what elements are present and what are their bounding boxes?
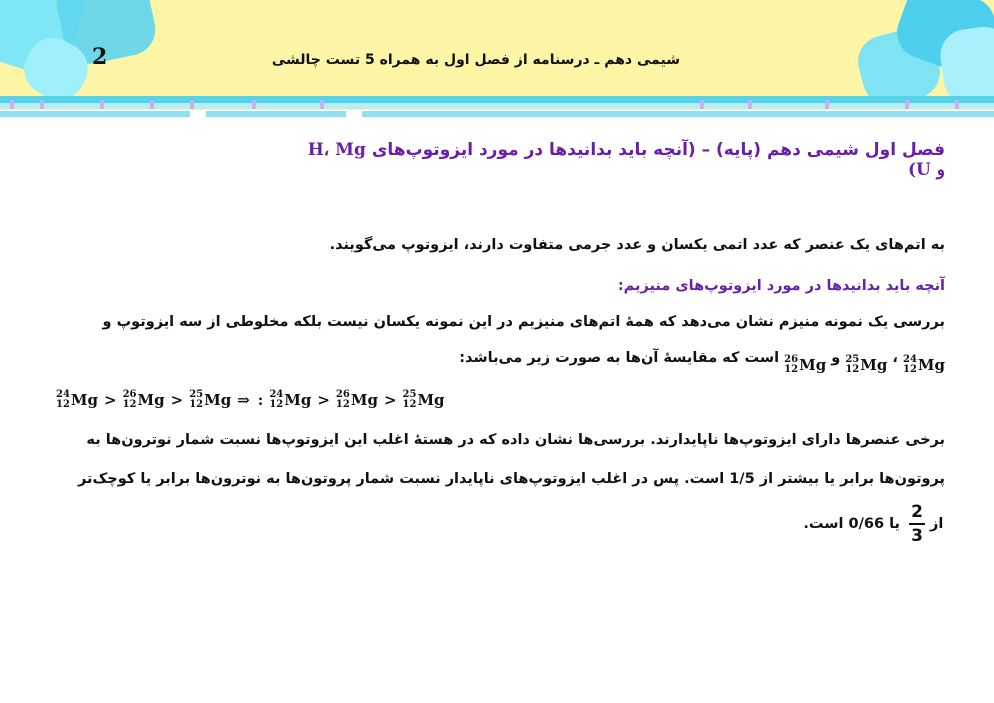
header-stripe-segment bbox=[0, 111, 190, 117]
header-tick bbox=[320, 100, 324, 109]
header-stripe-segment bbox=[362, 111, 994, 117]
nuclide: 24 12 Mg bbox=[269, 389, 312, 410]
paragraph-line: بررسی یک نمونه منیزم نشان می‌دهد که همهٔ اتم‌های منیزیم در این نمونه یکسان نیست بلکه مخلوطی از سه ایزوتوپ و bbox=[102, 314, 945, 330]
fraction-denominator: 3 bbox=[911, 526, 923, 546]
section-title-isotopes: H، Mg و U) bbox=[307, 140, 945, 180]
header-tick bbox=[150, 100, 154, 109]
paragraph-definition: به اتم‌های یک عنصر که عدد اتمی یکسان و عدد جرمی متفاوت دارند، ایزوتوپ می‌گویند. bbox=[329, 237, 945, 253]
paragraph-line: پروتون‌ها برابر یا بیشتر از 1/5 است. پس در اغلب ایزوتوپ‌های ناپایدار نسبت شمار پروتون‌ها به نوترون‌ها برابر یا کوچک‌تر bbox=[78, 471, 945, 487]
header-stripe-segment bbox=[206, 111, 346, 117]
header-tick bbox=[190, 100, 194, 109]
header-tick bbox=[10, 100, 14, 109]
fraction-bar bbox=[909, 523, 925, 525]
section-title bbox=[300, 140, 945, 180]
paragraph-isotopes-line: 24 12 Mg ، 25 12 Mg و 26 12 Mg است که مقایسهٔ آن‌ها به صورت زیر می‌باشد: bbox=[459, 350, 945, 375]
header-title: شیمی دهم ـ درسنامه از فصل اول به همراه 5 تست چالشی bbox=[271, 52, 680, 68]
fraction-two-thirds bbox=[905, 502, 929, 546]
isotope-mg26: 26 12 Mg bbox=[784, 354, 827, 375]
header-tick bbox=[40, 100, 44, 109]
header-tick bbox=[905, 100, 909, 109]
fraction-numerator: 2 bbox=[911, 502, 923, 522]
header-tick bbox=[100, 100, 104, 109]
subheading: آنچه باید بدانیدها در مورد ایزوتوپ‌های منیزیم: bbox=[617, 278, 945, 294]
header-tick bbox=[252, 100, 256, 109]
header-tick bbox=[748, 100, 752, 109]
paragraph-line: برخی عنصرها دارای ایزوتوپ‌ها ناپایدارند. بررسی‌ها نشان داده که در هستهٔ اغلب این ایزوتوپ‌ها نسبت شمار نوترون‌ها به bbox=[86, 432, 945, 448]
isotope-mg25: 25 12 Mg bbox=[845, 354, 888, 375]
nuclide: 26 12 Mg bbox=[335, 389, 378, 410]
nuclide: 24 12 Mg bbox=[56, 389, 99, 410]
page-number: 2 bbox=[92, 44, 108, 70]
nuclide: 26 12 Mg bbox=[122, 389, 165, 410]
paragraph-line-text: است که مقایسهٔ آن‌ها به صورت زیر می‌باشد: bbox=[459, 350, 780, 366]
paragraph-prefix: از bbox=[930, 516, 944, 532]
isotope-mg24: 24 12 Mg bbox=[902, 354, 945, 375]
comparison-equation: 24 12 Mg > 26 12 Mg > 25 12 Mg ⇒ : 24 12 Mg > 26 12 Mg > 25 12 Mg bbox=[56, 389, 445, 410]
header-tick bbox=[700, 100, 704, 109]
section-title-text: فصل اول شیمی دهم (پایه) – (آنچه باید بدانیدها در مورد ایزوتوپ‌های bbox=[371, 140, 945, 160]
paragraph-suffix: یا 0/66 است. bbox=[803, 516, 900, 532]
header-tick bbox=[955, 100, 959, 109]
nuclide: 25 12 Mg bbox=[189, 389, 232, 410]
header-tick bbox=[825, 100, 829, 109]
page-header bbox=[0, 0, 994, 118]
nuclide: 25 12 Mg bbox=[402, 389, 445, 410]
implies-arrow: ⇒ bbox=[237, 391, 250, 409]
